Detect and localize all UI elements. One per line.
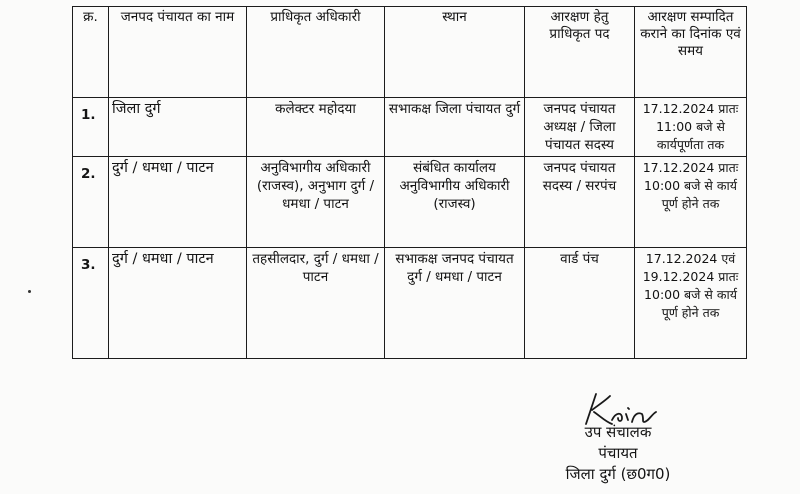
- cell-date-time: 17.12.2024 प्रातः 10:00 बजे से कार्य पूर्ण होने तक: [635, 157, 747, 248]
- header-place: स्थान: [385, 7, 525, 98]
- cell-post: जनपद पंचायत सदस्य / सरपंच: [525, 157, 635, 248]
- header-reserved-post: आरक्षण हेतु प्राधिकृत पद: [525, 7, 635, 98]
- cell-officer: तहसीलदार, दुर्ग / धमधा / पाटन: [247, 248, 385, 359]
- table-header-row: [73, 7, 747, 98]
- signoff-designation: उप संचालक: [584, 423, 652, 441]
- cell-place: सभाकक्ष जनपद पंचायत दुर्ग / धमधा / पाटन: [385, 248, 525, 359]
- header-date-time: आरक्षण सम्पादित कराने का दिनांक एवं समय: [635, 7, 747, 98]
- header-janpad-name: जनपद पंचायत का नाम: [109, 7, 247, 98]
- stray-dot: [28, 290, 31, 293]
- cell-janpad: दुर्ग / धमधा / पाटन: [109, 248, 247, 359]
- signoff-department: पंचायत: [598, 444, 638, 462]
- cell-officer: कलेक्टर महोदया: [247, 98, 385, 157]
- table-row: [73, 157, 747, 248]
- cell-date-time: 17.12.2024 एवं 19.12.2024 प्रातः 10:00 बजे से कार्य पूर्ण होने तक: [635, 248, 747, 359]
- cell-post: जनपद पंचायत अध्यक्ष / जिला पंचायत सदस्य: [525, 98, 635, 157]
- cell-officer: अनुविभागीय अधिकारी (राजस्व), अनुभाग दुर्ग / धमधा / पाटन: [247, 157, 385, 248]
- reservation-schedule-table: [72, 6, 747, 359]
- signoff-block: [538, 422, 698, 485]
- cell-janpad: दुर्ग / धमधा / पाटन: [109, 157, 247, 248]
- cell-place: सभाकक्ष जिला पंचायत दुर्ग: [385, 98, 525, 157]
- table-row: [73, 248, 747, 359]
- cell-serial: 3.: [73, 248, 109, 359]
- signoff-location: जिला दुर्ग (छ0ग0): [565, 465, 671, 483]
- table-row: [73, 98, 747, 157]
- cell-serial: 2.: [73, 157, 109, 248]
- cell-janpad: जिला दुर्ग: [109, 98, 247, 157]
- cell-date-time: 17.12.2024 प्रातः 11:00 बजे से कार्यपूर्णता तक: [635, 98, 747, 157]
- cell-post: वार्ड पंच: [525, 248, 635, 359]
- header-authorized-officer: प्राधिकृत अधिकारी: [247, 7, 385, 98]
- header-serial: क्र.: [73, 7, 109, 98]
- cell-place: संबंधित कार्यालय अनुविभागीय अधिकारी (राजस्व): [385, 157, 525, 248]
- cell-serial: 1.: [73, 98, 109, 157]
